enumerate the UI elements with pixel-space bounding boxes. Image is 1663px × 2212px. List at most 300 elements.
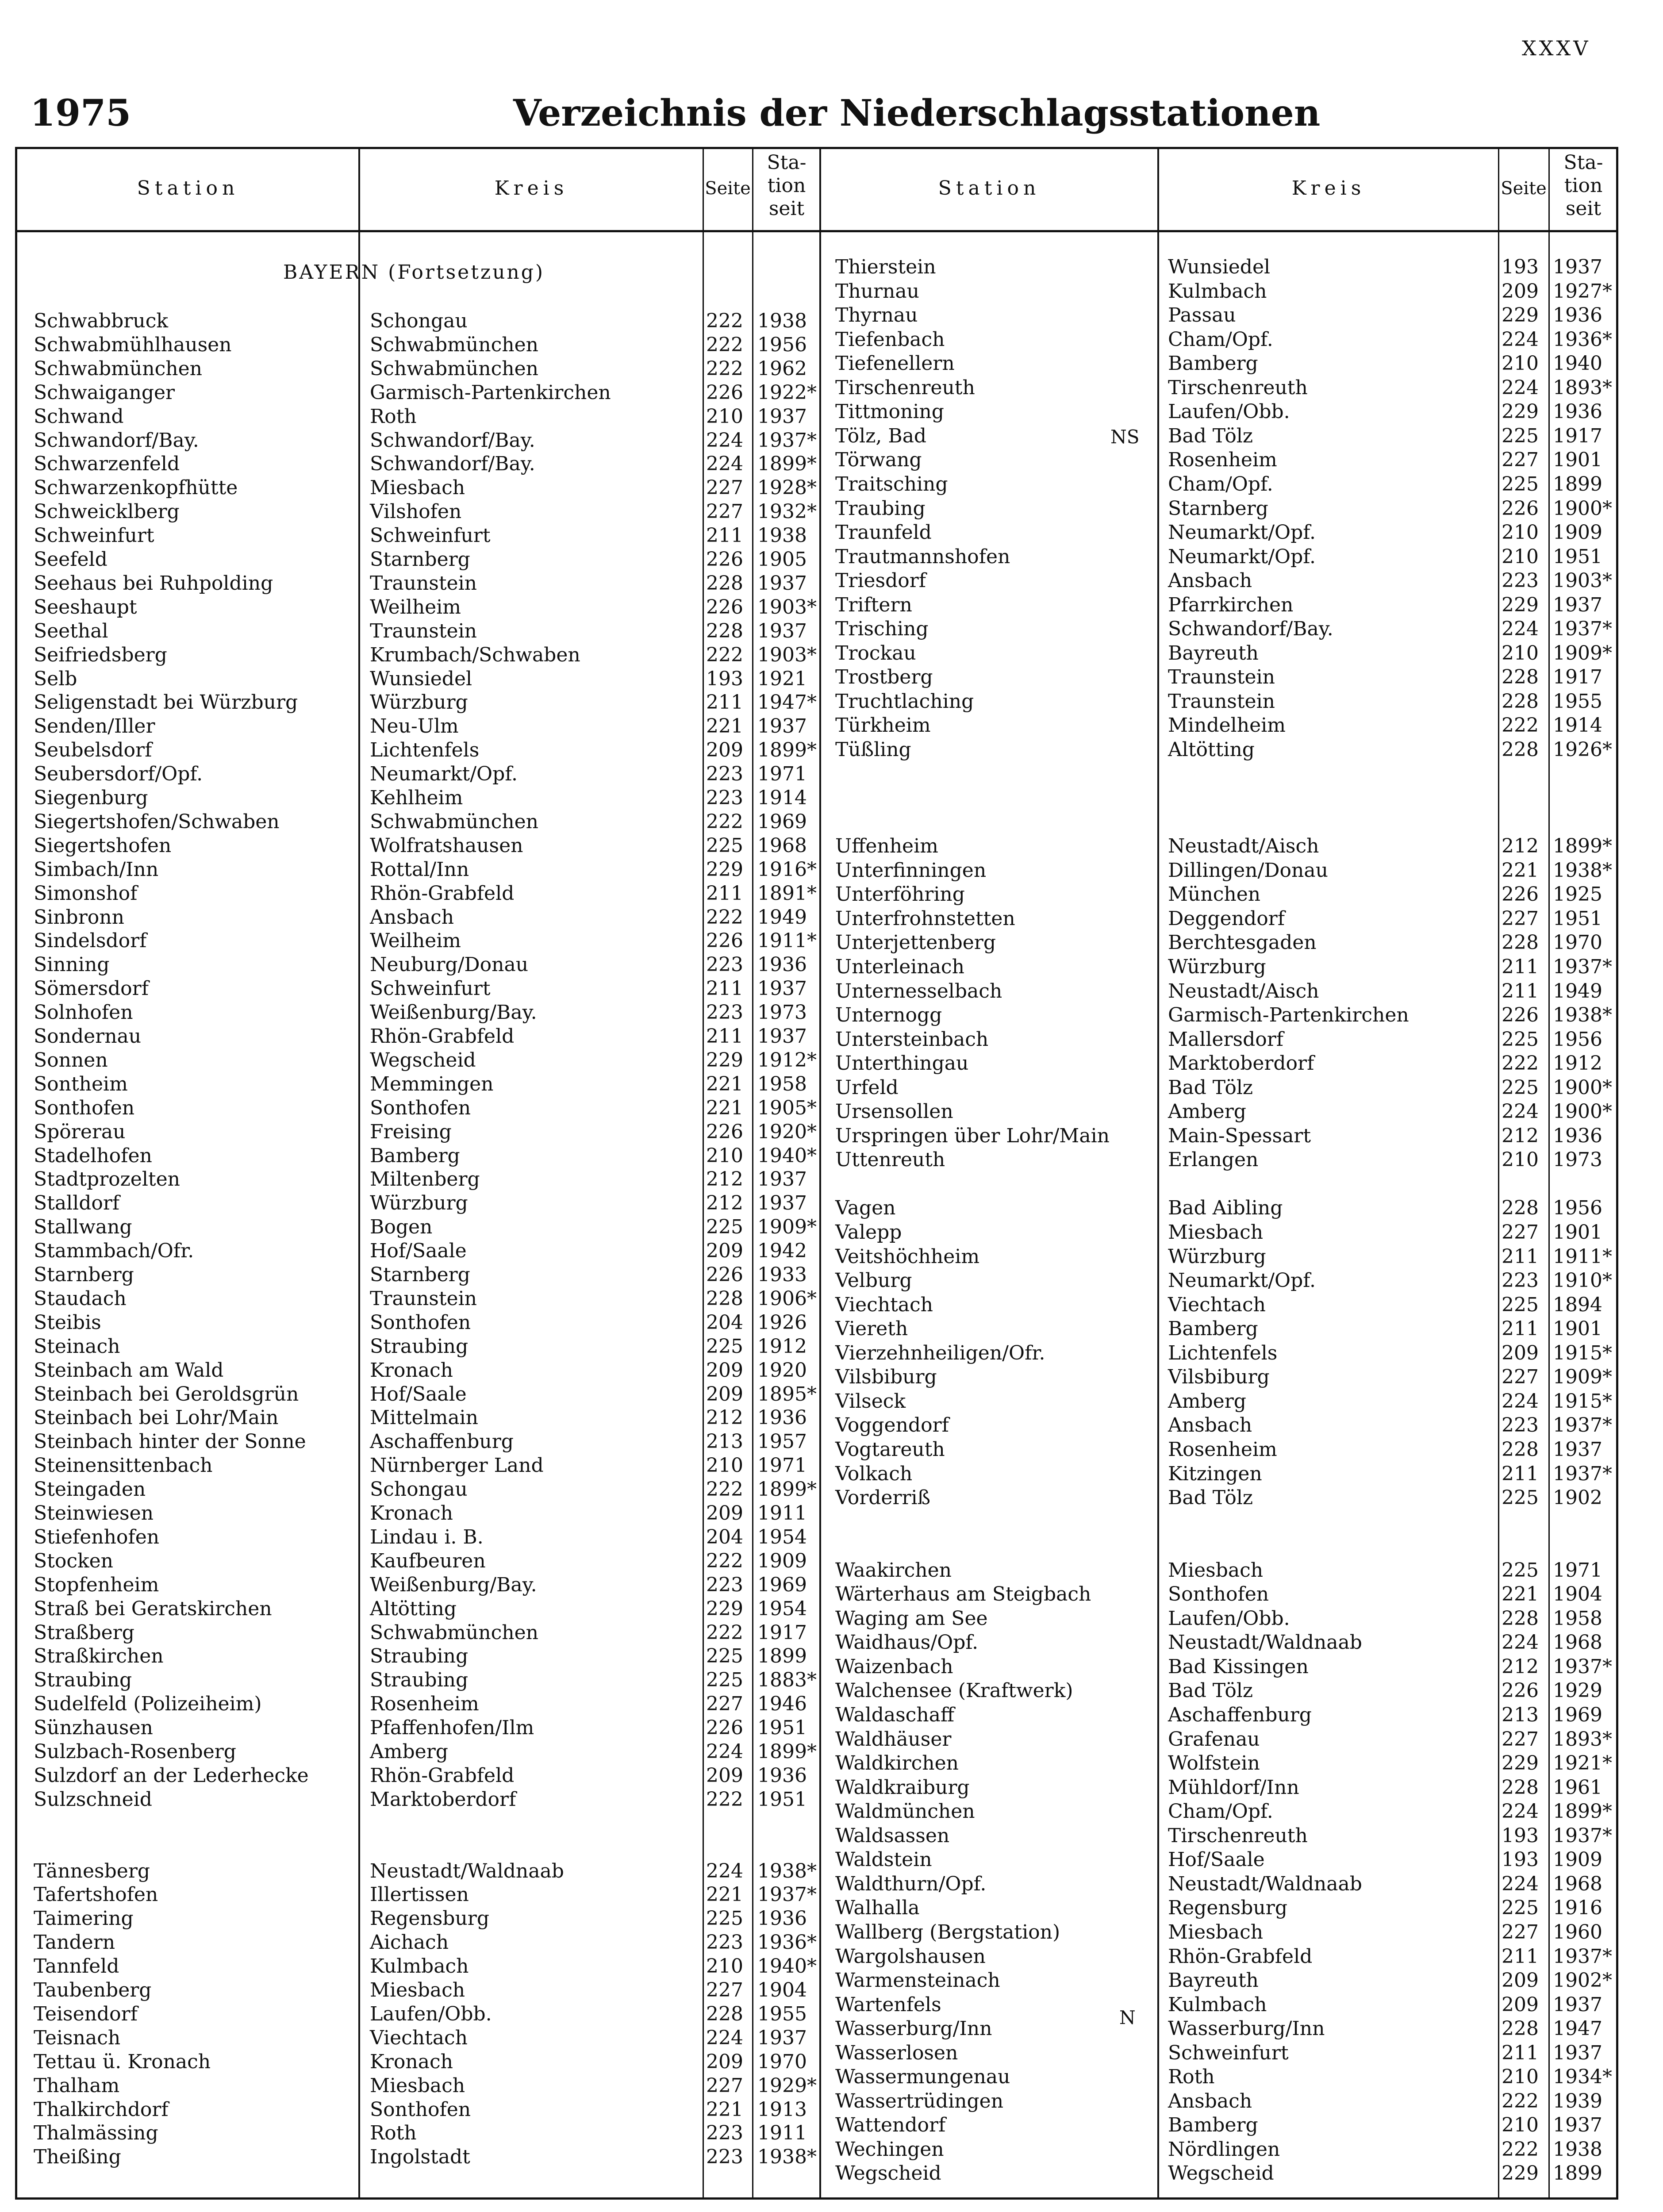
- left-station-cell: Stocken: [34, 1549, 113, 1572]
- right-seite-cell: 227: [1502, 1920, 1539, 1943]
- left-station-cell: Steinach: [34, 1335, 120, 1358]
- left-station-cell: Sindelsdorf: [34, 929, 147, 952]
- right-seite-cell: 211: [1502, 955, 1539, 978]
- header-seit-right: Sta- tion seit: [1563, 151, 1603, 220]
- left-kreis-cell: Schwabmünchen: [370, 333, 538, 356]
- right-station-cell: Vagen: [835, 1197, 896, 1220]
- left-station-cell: Sondernau: [34, 1025, 142, 1048]
- right-seit-cell: 1938*: [1553, 859, 1612, 882]
- right-station-cell: Vorderriß: [835, 1486, 930, 1509]
- left-seit-divider: [752, 147, 753, 2200]
- right-seite-cell: 212: [1502, 1655, 1539, 1678]
- right-station-cell: Walchensee (Kraftwerk): [835, 1679, 1073, 1702]
- right-seit-cell: 1902*: [1553, 1969, 1612, 1992]
- left-station-cell: Taimering: [34, 1907, 134, 1930]
- left-station-cell: Seubersdorf/Opf.: [34, 763, 203, 786]
- right-station-cell: Wargolshausen: [835, 1945, 986, 1968]
- page-number: XXXV: [1522, 36, 1591, 60]
- left-station-cell: Seethal: [34, 619, 108, 642]
- right-seite-cell: 221: [1502, 859, 1539, 882]
- left-station-cell: Tettau ü. Kronach: [34, 2050, 211, 2073]
- left-seite-cell: 222: [706, 357, 743, 380]
- left-seit-cell: 1920: [757, 1359, 807, 1382]
- right-seit-cell: 1903*: [1553, 569, 1612, 592]
- right-station-cell: Ursensollen: [835, 1100, 953, 1123]
- left-kreis-cell: Altötting: [370, 1597, 457, 1620]
- right-seit-cell: 1937: [1553, 1993, 1602, 2016]
- left-station-cell: Stalldorf: [34, 1192, 120, 1215]
- left-seite-cell: 225: [706, 1216, 743, 1239]
- right-seite-cell: 228: [1502, 738, 1539, 761]
- header-station-right: Station: [938, 177, 1041, 200]
- left-seite-cell: 226: [706, 595, 743, 618]
- left-seite-cell: 212: [706, 1406, 743, 1429]
- left-station-cell: Siegertshofen/Schwaben: [34, 810, 280, 833]
- left-seit-cell: 1914: [757, 787, 807, 809]
- left-kreis-cell: Wolfratshausen: [370, 834, 523, 857]
- left-station-cell: Sinbronn: [34, 906, 124, 929]
- left-station-cell: Sünzhausen: [34, 1717, 153, 1740]
- right-seit-cell: 1968: [1553, 1872, 1602, 1895]
- right-seite-cell: 228: [1502, 2017, 1539, 2040]
- right-station-cell: Unterjettenberg: [835, 931, 996, 954]
- left-seite-cell: 226: [706, 548, 743, 571]
- left-station-cell: Schweicklberg: [34, 500, 180, 523]
- right-station-cell: Waldhäuser: [835, 1728, 952, 1751]
- left-kreis-cell: Kulmbach: [370, 1955, 469, 1978]
- right-kreis-cell: Miesbach: [1168, 1559, 1264, 1582]
- left-station-cell: Stadtprozelten: [34, 1168, 180, 1191]
- left-kreis-cell: Weißenburg/Bay.: [370, 1573, 537, 1596]
- left-station-cell: Sulzdorf an der Lederhecke: [34, 1764, 309, 1787]
- left-station-cell: Senden/Iller: [34, 715, 155, 738]
- left-seit-cell: 1891*: [757, 882, 817, 905]
- right-station-cell: Uttenreuth: [835, 1148, 945, 1171]
- right-seit-cell: 1900*: [1553, 1100, 1612, 1123]
- right-seit-cell: 1973: [1553, 1148, 1602, 1171]
- left-seit-cell: 1895*: [757, 1382, 817, 1406]
- left-seite-cell: 227: [706, 500, 743, 523]
- right-kreis-cell: Rosenheim: [1168, 449, 1277, 472]
- right-seite-cell: 225: [1502, 1897, 1539, 1920]
- right-kreis-cell: Neustadt/Aisch: [1168, 979, 1319, 1002]
- left-seite-cell: 209: [706, 2050, 743, 2073]
- left-station-cell: Seligenstadt bei Würzburg: [34, 691, 298, 714]
- right-seit-cell: 1916: [1553, 1897, 1602, 1920]
- left-seit-cell: 1899*: [757, 1740, 817, 1763]
- right-station-cell: Waldthurn/Opf.: [835, 1872, 987, 1895]
- right-kreis-cell: Tirschenreuth: [1168, 376, 1308, 399]
- right-kreis-cell: Bamberg: [1168, 1317, 1258, 1340]
- right-seite-cell: 209: [1502, 1969, 1539, 1992]
- left-kreis-cell: Roth: [370, 405, 417, 428]
- right-seit-cell: 1937*: [1553, 1462, 1612, 1485]
- year-heading: 1975: [30, 92, 131, 134]
- left-seit-cell: 1947*: [757, 691, 817, 714]
- right-seite-cell: 212: [1502, 1124, 1539, 1147]
- left-seit-cell: 1933: [757, 1263, 807, 1286]
- left-seite-cell: 204: [706, 1525, 743, 1548]
- right-seit-cell: 1951: [1553, 907, 1602, 930]
- right-station-cell: Wallberg (Bergstation): [835, 1920, 1060, 1943]
- right-station-cell: Unternogg: [835, 1004, 942, 1027]
- left-seite-cell: 221: [706, 2098, 743, 2121]
- left-kreis-cell: Garmisch-Partenkirchen: [370, 381, 611, 404]
- right-seit-cell: 1900*: [1553, 497, 1612, 520]
- left-station-cell: Seubelsdorf: [34, 739, 152, 762]
- right-station-cell: Urfeld: [835, 1076, 899, 1099]
- right-station-cell: Veitshöchheim: [835, 1245, 980, 1268]
- left-seit-cell: 1938*: [757, 1859, 817, 1882]
- right-seite-cell: 209: [1502, 1993, 1539, 2016]
- left-station-cell: Thalkirchdorf: [34, 2098, 169, 2121]
- left-seite-cell: 224: [706, 453, 743, 476]
- right-seite-cell: 229: [1502, 2162, 1539, 2185]
- left-seit-cell: 1903*: [757, 643, 817, 666]
- right-kreis-cell: Regensburg: [1168, 1897, 1287, 1920]
- left-seit-cell: 1909: [757, 1549, 807, 1572]
- left-seit-cell: 1899*: [757, 739, 817, 762]
- left-seit-cell: 1937: [757, 2026, 807, 2049]
- left-station-cell: Schweinfurt: [34, 524, 154, 547]
- right-seit-cell: 1912: [1553, 1052, 1602, 1075]
- right-seit-cell: 1899: [1553, 2162, 1602, 2185]
- left-kreis-cell: Hof/Saale: [370, 1240, 467, 1263]
- right-seite-cell: 211: [1502, 1245, 1539, 1268]
- right-station-cell: Waakirchen: [835, 1559, 952, 1582]
- left-seite-cell: 211: [706, 977, 743, 1000]
- left-seite-cell: 223: [706, 2122, 743, 2145]
- left-seit-cell: 1969: [757, 1573, 807, 1596]
- right-seite-cell: 193: [1502, 256, 1539, 278]
- right-kreis-cell: Neumarkt/Opf.: [1168, 545, 1316, 568]
- right-station-cell: Thierstein: [835, 256, 936, 278]
- right-station-cell: Triesdorf: [835, 569, 926, 592]
- right-station-cell: Wassermungenau: [835, 2066, 1010, 2089]
- left-kreis-cell: Weilheim: [370, 929, 461, 952]
- left-seit-cell: 1971: [757, 1454, 807, 1477]
- right-seite-cell: 211: [1502, 979, 1539, 1002]
- left-seite-cell: 212: [706, 1192, 743, 1215]
- right-seit-cell: 1934*: [1553, 2066, 1612, 2089]
- right-seite-cell: 226: [1502, 1679, 1539, 1702]
- left-seit-cell: 1936: [757, 953, 807, 976]
- left-seite-cell: 209: [706, 1502, 743, 1525]
- right-kreis-cell: Miesbach: [1168, 1920, 1264, 1943]
- left-kreis-cell: Schongau: [370, 310, 468, 332]
- right-seit-cell: 1909: [1553, 1848, 1602, 1871]
- right-seit-cell: 1937*: [1553, 1414, 1612, 1437]
- right-seite-cell: 227: [1502, 1728, 1539, 1751]
- left-seit-cell: 1911: [757, 1502, 807, 1525]
- right-station-cell: Wasserburg/Inn: [835, 2017, 992, 2040]
- right-kreis-cell: Neustadt/Aisch: [1168, 835, 1319, 858]
- right-seite-cell: 228: [1502, 931, 1539, 954]
- left-seit-cell: 1938: [757, 310, 807, 332]
- left-station-cell: Schwabmünchen: [34, 357, 202, 380]
- left-station-cell: Siegertshofen: [34, 834, 172, 857]
- left-station-cell: Tännesberg: [34, 1859, 150, 1882]
- left-kreis-cell: Kaufbeuren: [370, 1549, 486, 1572]
- left-kreis-cell: Illertissen: [370, 1883, 469, 1906]
- right-seite-cell: 228: [1502, 1607, 1539, 1630]
- right-seit-cell: 1937*: [1553, 618, 1612, 641]
- right-kreis-cell: Altötting: [1168, 738, 1255, 761]
- right-kreis-cell: Bamberg: [1168, 2114, 1258, 2137]
- left-seite-cell: 209: [706, 1764, 743, 1787]
- right-station-cell: Unternesselbach: [835, 979, 1002, 1002]
- right-seit-cell: 1937: [1553, 256, 1602, 278]
- right-kreis-cell: Würzburg: [1168, 1245, 1266, 1268]
- right-kreis-cell: Ansbach: [1168, 1414, 1252, 1437]
- left-kreis-cell: Miesbach: [370, 476, 465, 499]
- left-kreis-cell: Bogen: [370, 1216, 433, 1239]
- right-kreis-cell: Garmisch-Partenkirchen: [1168, 1004, 1409, 1027]
- left-kreis-cell: Starnberg: [370, 548, 470, 571]
- left-kreis-cell: Ingolstadt: [370, 2146, 470, 2169]
- right-kreis-cell: Deggendorf: [1168, 907, 1285, 930]
- left-kreis-cell: Vilshofen: [370, 500, 462, 523]
- left-seit-cell: 1937: [757, 715, 807, 738]
- right-seite-cell: 225: [1502, 424, 1539, 447]
- right-seite-cell: 222: [1502, 714, 1539, 737]
- right-seit-cell: 1936: [1553, 1124, 1602, 1147]
- right-kreis-cell: Cham/Opf.: [1168, 1800, 1273, 1823]
- right-station-cell: Türkheim: [835, 714, 931, 737]
- left-seite-cell: 223: [706, 2146, 743, 2169]
- left-seit-cell: 1936: [757, 1907, 807, 1930]
- right-kreis-cell: Marktoberdorf: [1168, 1052, 1314, 1075]
- left-kreis-cell: Regensburg: [370, 1907, 489, 1930]
- right-station-cell: Waldsassen: [835, 1824, 950, 1847]
- header-seit-left: Sta- tion seit: [767, 151, 807, 220]
- right-seit-cell: 1971: [1553, 1559, 1602, 1582]
- left-seit-cell: 1921: [757, 667, 807, 690]
- right-seite-cell: 210: [1502, 545, 1539, 568]
- left-kreis-cell: Kronach: [370, 2050, 453, 2073]
- right-seite-cell: 227: [1502, 449, 1539, 472]
- left-seite-divider: [703, 147, 704, 2200]
- right-station-cell: Traubing: [835, 497, 926, 520]
- right-seite-cell: 229: [1502, 304, 1539, 327]
- left-station-cell: Solnhofen: [34, 1001, 133, 1024]
- left-kreis-cell: Schwandorf/Bay.: [370, 453, 535, 476]
- left-kreis-cell: Neustadt/Waldnaab: [370, 1859, 564, 1882]
- right-station-cell: Tiefenbach: [835, 328, 945, 351]
- left-station-cell: Steingaden: [34, 1478, 146, 1501]
- left-seit-cell: 1949: [757, 906, 807, 929]
- left-seite-cell: 229: [706, 1597, 743, 1620]
- right-station-cell: Unterfrohnstetten: [835, 907, 1015, 930]
- right-station-cell: Tittmoning: [835, 400, 944, 423]
- left-seite-cell: 228: [706, 619, 743, 642]
- right-station-cell: Unterthingau: [835, 1052, 969, 1075]
- right-kreis-cell: Neumarkt/Opf.: [1168, 1269, 1316, 1292]
- left-station-cell: Sonthofen: [34, 1096, 135, 1119]
- right-station-cell: Traunfeld: [835, 521, 932, 544]
- left-seit-cell: 1904: [757, 1979, 807, 2001]
- left-seit-cell: 1913: [757, 2098, 807, 2121]
- right-kreis-cell: Laufen/Obb.: [1168, 400, 1290, 423]
- left-station-cell: Tafertshofen: [34, 1883, 158, 1906]
- right-station-cell: Trostberg: [835, 666, 933, 689]
- left-seit-cell: 1911*: [757, 929, 817, 952]
- right-seite-cell: 224: [1502, 1631, 1539, 1654]
- right-kreis-cell: Mallersdorf: [1168, 1028, 1284, 1051]
- right-seite-cell: 225: [1502, 1559, 1539, 1582]
- right-seite-cell: 210: [1502, 352, 1539, 375]
- left-seite-cell: 224: [706, 1740, 743, 1763]
- right-seite-cell: 226: [1502, 497, 1539, 520]
- left-station-cell: Seefeld: [34, 548, 108, 571]
- left-seit-cell: 1899*: [757, 1478, 817, 1501]
- right-kreis-cell: Berchtesgaden: [1168, 931, 1317, 954]
- right-kreis-cell: Bayreuth: [1168, 1969, 1259, 1992]
- right-kreis-cell: Neumarkt/Opf.: [1168, 521, 1316, 544]
- left-kreis-cell: Straubing: [370, 1645, 469, 1668]
- left-station-cell: Stiefenhofen: [34, 1525, 160, 1548]
- left-station-cell: Sömersdorf: [34, 977, 149, 1000]
- right-station-cell: Uffenheim: [835, 835, 938, 858]
- right-seit-cell: 1921*: [1553, 1752, 1612, 1775]
- left-kreis-cell: Aichach: [370, 1931, 449, 1954]
- left-seite-cell: 228: [706, 572, 743, 595]
- right-kreis-divider: [1157, 147, 1159, 2200]
- right-seit-cell: 1910*: [1553, 1269, 1612, 1292]
- left-kreis-cell: Neuburg/Donau: [370, 953, 529, 976]
- right-station-cell: Unterföhring: [835, 883, 965, 906]
- right-kreis-cell: Wasserburg/Inn: [1168, 2017, 1325, 2040]
- left-kreis-cell: Straubing: [370, 1669, 469, 1692]
- right-kreis-cell: Lichtenfels: [1168, 1341, 1278, 1364]
- left-seite-cell: 210: [706, 1955, 743, 1978]
- right-seit-cell: 1902: [1553, 1486, 1602, 1509]
- right-seit-cell: 1927*: [1553, 280, 1612, 303]
- left-station-cell: Straßkirchen: [34, 1645, 164, 1668]
- right-seite-cell: 211: [1502, 1317, 1539, 1340]
- right-kreis-cell: Bamberg: [1168, 352, 1258, 375]
- right-station-cell: Thurnau: [835, 280, 919, 303]
- left-kreis-cell: Starnberg: [370, 1263, 470, 1286]
- left-seit-cell: 1937*: [757, 429, 817, 452]
- left-seite-cell: 211: [706, 882, 743, 905]
- right-seit-cell: 1955: [1553, 690, 1602, 713]
- right-kreis-cell: München: [1168, 883, 1261, 906]
- left-seit-cell: 1911: [757, 2122, 807, 2145]
- left-kreis-cell: Rhön-Grabfeld: [370, 882, 515, 905]
- right-seit-cell: 1937: [1553, 593, 1602, 616]
- left-station-cell: Steinbach hinter der Sonne: [34, 1430, 306, 1453]
- left-kreis-cell: Rosenheim: [370, 1693, 479, 1716]
- left-seite-cell: 229: [706, 858, 743, 881]
- left-seit-cell: 1938: [757, 524, 807, 547]
- right-seite-cell: 223: [1502, 1414, 1539, 1437]
- left-station-cell: Sudelfeld (Polizeiheim): [34, 1693, 262, 1716]
- right-seit-divider: [1548, 147, 1550, 2200]
- right-seite-cell: 224: [1502, 1872, 1539, 1895]
- left-kreis-cell: Schweinfurt: [370, 524, 491, 547]
- right-seit-cell: 1956: [1553, 1028, 1602, 1051]
- right-seite-cell: 224: [1502, 618, 1539, 641]
- right-seite-cell: 213: [1502, 1704, 1539, 1726]
- left-seit-cell: 1958: [757, 1072, 807, 1095]
- right-seit-cell: 1958: [1553, 1607, 1602, 1630]
- right-seite-cell: 227: [1502, 1366, 1539, 1389]
- right-seit-cell: 1937*: [1553, 1655, 1612, 1678]
- left-kreis-cell: Kehlheim: [370, 787, 463, 809]
- left-seit-cell: 1932*: [757, 500, 817, 523]
- left-seite-cell: 226: [706, 929, 743, 952]
- left-seit-cell: 1928*: [757, 476, 817, 499]
- left-kreis-cell: Marktoberdorf: [370, 1788, 516, 1811]
- left-seit-cell: 1971: [757, 763, 807, 786]
- right-station-cell: Trisching: [835, 618, 929, 641]
- right-seit-cell: 1917: [1553, 666, 1602, 689]
- right-station-cell: Waizenbach: [835, 1655, 953, 1678]
- left-seit-cell: 1929*: [757, 2074, 817, 2097]
- right-kreis-cell: Bad Tölz: [1168, 1679, 1253, 1702]
- left-seit-cell: 1937: [757, 572, 807, 595]
- right-seit-cell: 1936: [1553, 400, 1602, 423]
- left-seit-cell: 1922*: [757, 381, 817, 404]
- left-seite-cell: 222: [706, 906, 743, 929]
- right-station-cell: Velburg: [835, 1269, 912, 1292]
- right-seite-cell: 226: [1502, 883, 1539, 906]
- left-seit-cell: 1920*: [757, 1120, 817, 1143]
- left-kreis-cell: Bamberg: [370, 1144, 460, 1167]
- header-seite-right: Seite: [1501, 178, 1547, 199]
- right-seit-cell: 1914: [1553, 714, 1602, 737]
- left-seit-cell: 1954: [757, 1525, 807, 1548]
- right-station-cell: Waldmünchen: [835, 1800, 975, 1823]
- left-seit-cell: 1956: [757, 333, 807, 356]
- left-seite-cell: 225: [706, 1907, 743, 1930]
- left-seite-cell: 228: [706, 1287, 743, 1310]
- left-kreis-cell: Nürnberger Land: [370, 1454, 544, 1477]
- left-station-cell: Spörerau: [34, 1120, 126, 1143]
- left-station-cell: Teisendorf: [34, 2002, 138, 2025]
- left-seit-cell: 1912*: [757, 1048, 817, 1071]
- right-kreis-cell: Passau: [1168, 304, 1236, 327]
- right-station-cell: Waldkraiburg: [835, 1776, 970, 1799]
- left-kreis-cell: Neumarkt/Opf.: [370, 763, 518, 786]
- right-kreis-cell: Hof/Saale: [1168, 1848, 1265, 1871]
- left-kreis-cell: Traunstein: [370, 619, 477, 642]
- header-station-left: Station: [137, 177, 239, 200]
- right-seite-cell: 224: [1502, 1390, 1539, 1413]
- left-seit-cell: 1905: [757, 548, 807, 571]
- left-seite-cell: 213: [706, 1430, 743, 1453]
- left-seite-cell: 225: [706, 1669, 743, 1692]
- left-seit-cell: 1937: [757, 405, 807, 428]
- right-seit-cell: 1929: [1553, 1679, 1602, 1702]
- left-seit-cell: 1969: [757, 810, 807, 833]
- left-station-cell: Stadelhofen: [34, 1144, 152, 1167]
- left-kreis-cell: Kronach: [370, 1359, 453, 1382]
- left-seite-cell: 223: [706, 763, 743, 786]
- left-seite-cell: 229: [706, 1048, 743, 1071]
- left-seit-cell: 1937*: [757, 1883, 817, 1906]
- left-kreis-cell: Memmingen: [370, 1072, 494, 1095]
- right-seite-cell: 209: [1502, 1341, 1539, 1364]
- left-station-cell: Schwabmühlhausen: [34, 333, 232, 356]
- left-seit-cell: 1937: [757, 1192, 807, 1215]
- right-kreis-cell: Roth: [1168, 2066, 1215, 2089]
- left-seite-cell: 222: [706, 310, 743, 332]
- left-seit-cell: 1951: [757, 1717, 807, 1740]
- left-seite-cell: 224: [706, 429, 743, 452]
- left-station-cell: Schwandorf/Bay.: [34, 429, 199, 452]
